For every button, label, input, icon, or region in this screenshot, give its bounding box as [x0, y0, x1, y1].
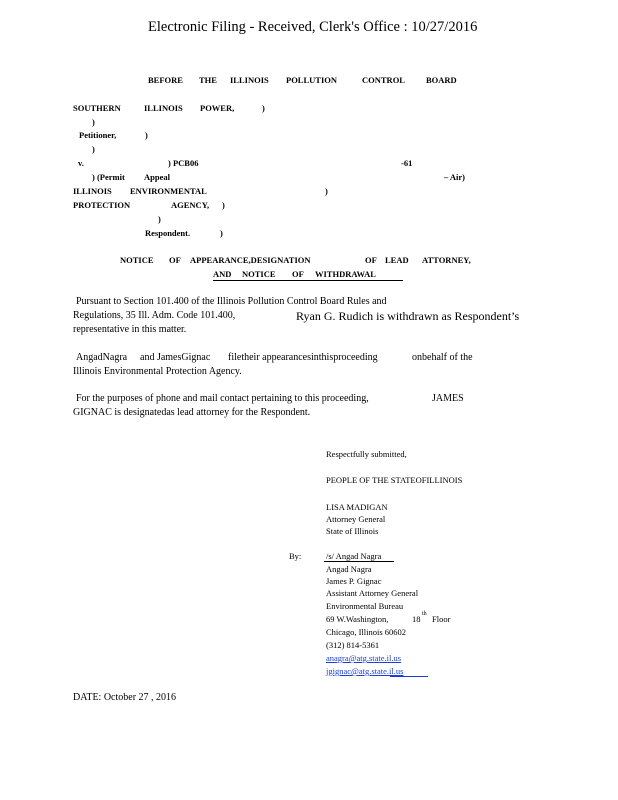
permit-label: ) (Permit — [92, 172, 125, 182]
petitioner-name-word: SOUTHERN — [73, 103, 121, 113]
title-word: WITHDRAWAL — [315, 269, 376, 279]
title-word: AND — [213, 269, 232, 279]
caption-paren: ) — [325, 186, 328, 196]
email-link[interactable]: anagra@atg.state.il.us — [326, 653, 402, 663]
paragraph-text: For the purposes of phone and mail contact pertaining to this proceeding, — [76, 393, 369, 404]
caption-paren: ) — [222, 200, 225, 210]
paragraph-line: Illinois Environmental Protection Agency. — [73, 366, 242, 377]
withdrawal-statement: Ryan G. Rudich is withdrawn as Respondent’s — [296, 309, 520, 323]
filing-date: DATE: October 27 , 2016 — [73, 692, 177, 703]
filing-stamp: Electronic Filing - Received, Clerk's Office : 10/27/2016 — [148, 19, 478, 35]
by-label: By: — [289, 551, 302, 561]
title-underline — [213, 280, 403, 281]
heading-word: BOARD — [426, 75, 457, 85]
caption-paren: ) — [158, 214, 161, 224]
appeal-label: Appeal — [144, 172, 170, 182]
respondent-name-word: ILLINOIS — [73, 186, 112, 196]
attorney-general-name: LISA MADIGAN — [326, 502, 388, 512]
respondent-label: Respondent. — [145, 228, 191, 238]
respondent-name-word: PROTECTION — [73, 200, 131, 210]
caption-paren: ) — [220, 228, 223, 238]
attorney-name: James P. Gignac — [326, 576, 382, 586]
title-word: OF — [365, 255, 377, 265]
title-word: NOTICE — [120, 255, 154, 265]
heading-word: CONTROL — [362, 75, 405, 85]
petitioner-name-word: ILLINOIS — [144, 103, 183, 113]
signature-line — [324, 561, 394, 562]
email-underline-extension — [390, 676, 428, 677]
closing-text: Respectfully submitted, — [326, 449, 407, 459]
address-street: 69 W.Washington, — [326, 614, 389, 624]
caption-paren: ) — [262, 103, 265, 113]
email-link[interactable]: jgignac@atg.state.il.us — [326, 666, 404, 676]
caption-paren: ) — [145, 130, 148, 140]
title-word: NOTICE — [242, 269, 276, 279]
petitioner-label: Petitioner, — [79, 130, 117, 140]
versus-label: v. — [78, 158, 84, 168]
paragraph-text: onbehalf of the — [412, 352, 473, 363]
caption-paren: ) — [92, 144, 95, 154]
attorney-name: Angad Nagra — [326, 564, 372, 574]
title-word: OF — [292, 269, 304, 279]
case-number-suffix: -61 — [401, 158, 413, 168]
paragraph-text: filetheir appearancesinthisproceeding — [228, 352, 378, 363]
paragraph-text: JAMES — [432, 393, 464, 404]
heading-word: BEFORE — [148, 75, 183, 85]
address-city: Chicago, Illinois 60602 — [326, 627, 407, 637]
paragraph-line: GIGNAC is designatedas lead attorney for the Respondent. — [73, 407, 311, 418]
attorney-general-state: State of Illinois — [326, 526, 379, 536]
party-name: PEOPLE OF THE STATEOFILLINOIS — [326, 475, 463, 485]
attorney-title: Assistant Attorney General — [326, 588, 419, 598]
paragraph-text: and JamesGignac — [140, 352, 211, 363]
bureau-name: Environmental Bureau — [326, 601, 404, 611]
heading-word: THE — [199, 75, 217, 85]
paragraph-line: Regulations, 35 Ill. Adm. Code 101.400, — [73, 310, 236, 321]
paragraph-line: representative in this matter. — [73, 324, 187, 335]
address-floor-superscript: th — [422, 611, 427, 617]
heading-word: POLLUTION — [286, 75, 338, 85]
title-word: OF — [169, 255, 181, 265]
phone-number: (312) 814-5361 — [326, 640, 380, 650]
petitioner-name-word: POWER, — [200, 103, 235, 113]
case-number: ) PCB06 — [168, 158, 199, 168]
address-floor-word: Floor — [432, 614, 451, 624]
title-word: APPEARANCE,DESIGNATION — [190, 255, 311, 265]
air-label: – Air) — [444, 172, 466, 182]
electronic-signature: /s/ Angad Nagra — [326, 551, 382, 561]
address-floor-number: 18 — [412, 614, 421, 624]
title-word: LEAD — [385, 255, 409, 265]
caption-paren: ) — [92, 117, 95, 127]
heading-word: ILLINOIS — [230, 75, 269, 85]
paragraph-text: AngadNagra — [76, 352, 128, 363]
paragraph-line: Pursuant to Section 101.400 of the Illinois Pollution Control Board Rules and — [76, 296, 387, 307]
respondent-name-word: ENVIRONMENTAL — [130, 186, 207, 196]
attorney-general-title: Attorney General — [326, 514, 386, 524]
respondent-name-word: AGENCY, — [171, 200, 210, 210]
title-word: ATTORNEY, — [422, 255, 471, 265]
